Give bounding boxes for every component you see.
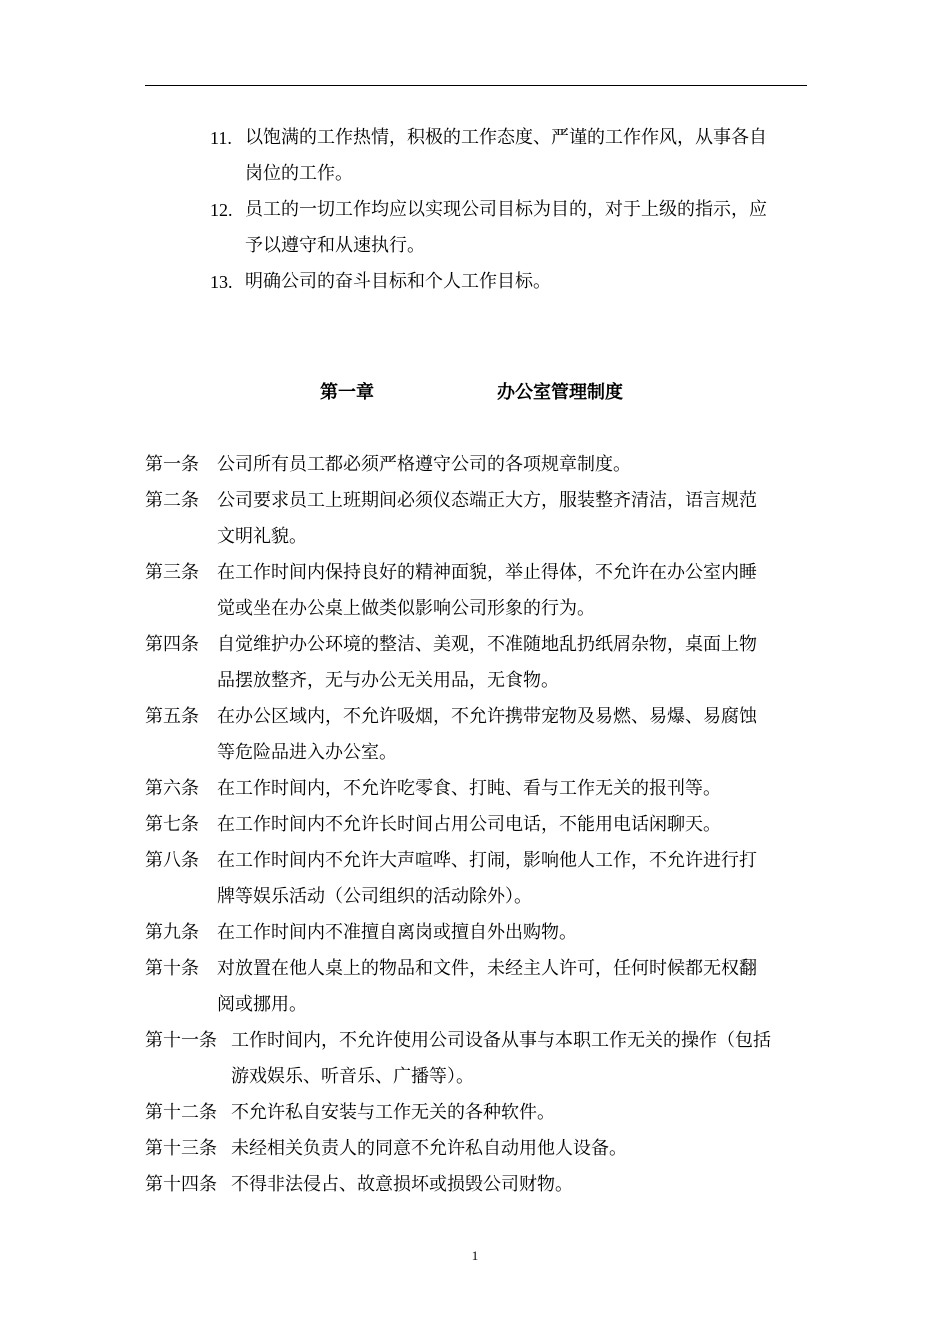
article-text-line: 工作时间内，不允许使用公司设备从事与本职工作无关的操作（包括 (231, 1030, 771, 1051)
article-label: 第七条 (145, 814, 199, 835)
article-label: 第三条 (145, 562, 199, 583)
numbered-list (210, 120, 810, 300)
article-label: 第九条 (145, 922, 199, 943)
article-label: 第五条 (145, 706, 199, 727)
article (145, 1095, 810, 1131)
article-label: 第十条 (145, 958, 199, 979)
article-text-line: 牌等娱乐活动（公司组织的活动除外）。 (217, 886, 532, 907)
article (145, 1167, 810, 1203)
article (145, 843, 810, 915)
article-text-line: 在办公区域内，不允许吸烟，不允许携带宠物及易燃、易爆、易腐蚀 (217, 706, 757, 727)
article-text-line: 在工作时间内不允许长时间占用公司电话，不能用电话闲聊天。 (217, 814, 721, 835)
article-text-line: 自觉维护办公环境的整洁、美观，不准随地乱扔纸屑杂物，桌面上物 (217, 634, 757, 655)
article-text-line: 文明礼貌。 (217, 526, 307, 547)
article-text-line: 在工作时间内不准擅自离岗或擅自外出购物。 (217, 922, 577, 943)
article-text-line: 等危险品进入办公室。 (217, 742, 397, 763)
article-text-line: 游戏娱乐、听音乐、广播等）。 (231, 1066, 474, 1087)
chapter-title: 办公室管理制度 (497, 382, 623, 403)
article-text-line: 不得非法侵占、故意损坏或损毁公司财物。 (231, 1174, 573, 1195)
article (145, 555, 810, 627)
article (145, 951, 810, 1023)
item-text-line: 员工的一切工作均应以实现公司目标为目的，对于上级的指示，应 (245, 199, 767, 220)
article-label: 第八条 (145, 850, 199, 871)
article-text-line: 觉或坐在办公桌上做类似影响公司形象的行为。 (217, 598, 595, 619)
item-text-line: 明确公司的奋斗目标和个人工作目标。 (245, 271, 551, 292)
article-text-line: 品摆放整齐，无与办公无关用品，无食物。 (217, 670, 559, 691)
article-label: 第一条 (145, 454, 199, 475)
item-text-line: 以饱满的工作热情，积极的工作态度、严谨的工作作风，从事各自 (245, 127, 767, 148)
list-item (210, 192, 810, 264)
header-rule (145, 85, 807, 86)
article (145, 1131, 810, 1167)
chapter-number: 第一章 (320, 382, 374, 403)
article-text-line: 在工作时间内保持良好的精神面貌，举止得体，不允许在办公室内睡 (217, 562, 757, 583)
article-text-line: 在工作时间内，不允许吃零食、打盹、看与工作无关的报刊等。 (217, 778, 721, 799)
article (145, 771, 810, 807)
article-text-line: 未经相关负责人的同意不允许私自动用他人设备。 (231, 1138, 627, 1159)
article-text-line: 公司要求员工上班期间必须仪态端正大方，服装整齐清洁，语言规范 (217, 490, 757, 511)
article (145, 915, 810, 951)
item-number: 13. (210, 272, 233, 292)
item-number: 12. (210, 200, 233, 220)
list-item (210, 120, 810, 192)
item-text-line: 予以遵守和从速执行。 (245, 235, 425, 256)
article-label: 第十三条 (145, 1138, 217, 1159)
article-list (145, 447, 810, 1203)
article-label: 第十一条 (145, 1030, 217, 1051)
article-label: 第四条 (145, 634, 199, 655)
item-text-line: 岗位的工作。 (245, 163, 353, 184)
article-text-line: 在工作时间内不允许大声喧哗、打闹，影响他人工作，不允许进行打 (217, 850, 757, 871)
article-label: 第十二条 (145, 1102, 217, 1123)
page-number: 1 (471, 1248, 479, 1263)
article (145, 627, 810, 699)
article-text-line: 阅或挪用。 (217, 994, 307, 1015)
item-number: 11. (210, 128, 232, 148)
article (145, 807, 810, 843)
article-label: 第六条 (145, 778, 199, 799)
article-label: 第十四条 (145, 1174, 217, 1195)
article (145, 699, 810, 771)
article (145, 1023, 810, 1095)
article (145, 447, 810, 483)
article-label: 第二条 (145, 490, 199, 511)
list-item (210, 264, 810, 300)
article (145, 483, 810, 555)
article-text-line: 不允许私自安装与工作无关的各种软件。 (231, 1102, 555, 1123)
article-text-line: 公司所有员工都必须严格遵守公司的各项规章制度。 (217, 454, 631, 475)
article-text-line: 对放置在他人桌上的物品和文件，未经主人许可，任何时候都无权翻 (217, 958, 757, 979)
